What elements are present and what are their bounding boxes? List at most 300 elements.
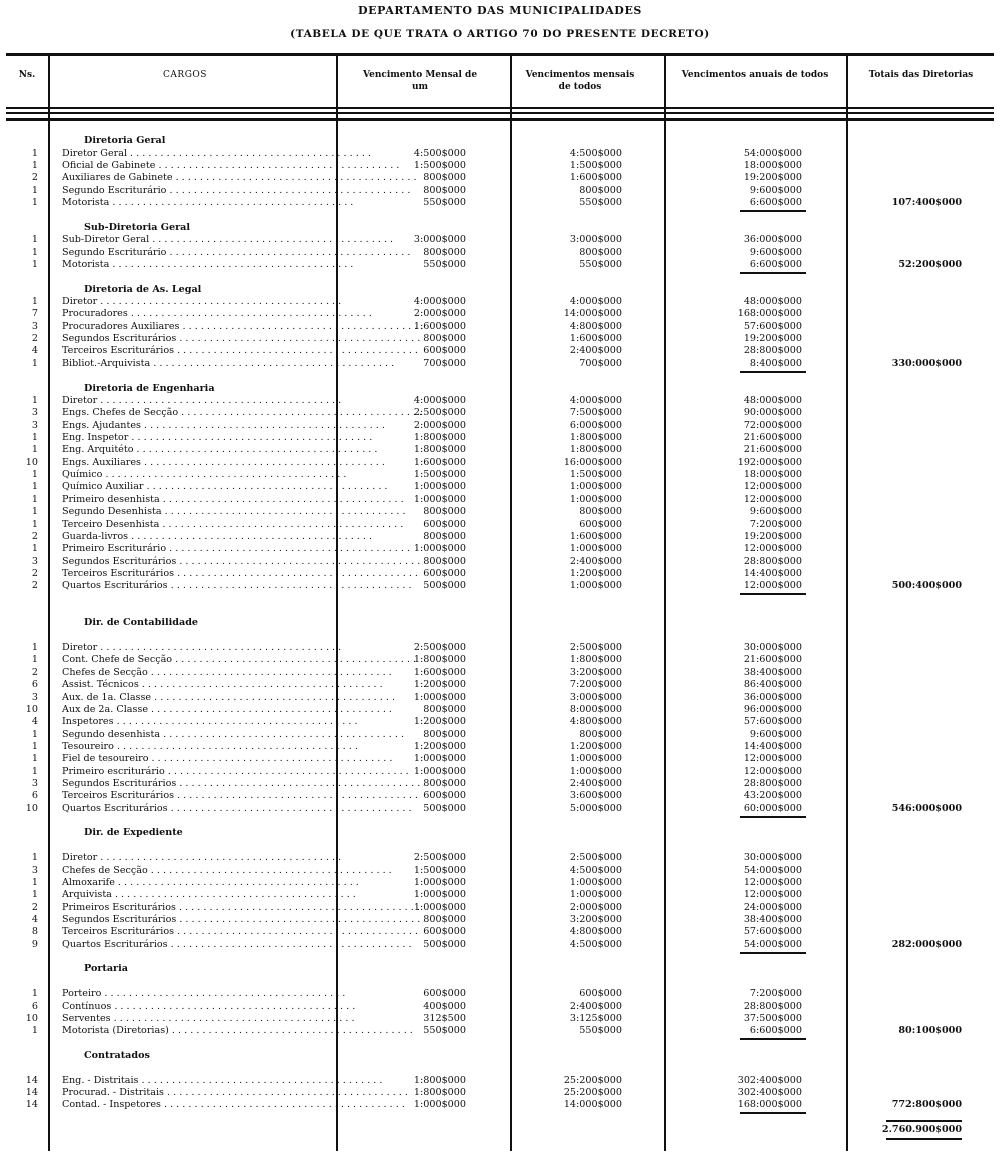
count-cell: 14 <box>25 1087 38 1099</box>
annual-all-cell: 18:000$000 <box>743 469 802 481</box>
directorate-total-cell: 500:400$000 <box>891 580 962 592</box>
monthly-one-cell: 312$500 <box>423 1012 466 1024</box>
count-cell: 1 <box>31 160 38 172</box>
header-ns: Ns. <box>18 70 36 80</box>
cargo-cell: Procuradores . . . . . . . . . . . . . . . . . . . . . . . . . . . . . . . . . . . . . . . . <box>62 308 372 320</box>
header-venc-anuais-todos: Vencimentos anuais de todos <box>681 70 829 80</box>
table-row <box>0 197 1000 209</box>
table-row <box>0 1087 1000 1099</box>
cargo-cell: Químico Auxiliar . . . . . . . . . . . . . . . . . . . . . . . . . . . . . . . . . . . . . . . . <box>62 481 388 493</box>
cargo-cell: Quartos Escriturários . . . . . . . . . . . . . . . . . . . . . . . . . . . . . . . . . . . . . . . . <box>62 938 412 950</box>
count-cell: 4 <box>31 345 38 357</box>
count-cell: 1 <box>31 728 38 740</box>
annual-all-cell: 18:000$000 <box>743 160 802 172</box>
cargo-cell: Chefes de Secção . . . . . . . . . . . . . . . . . . . . . . . . . . . . . . . . . . . . . . . . <box>62 666 392 678</box>
count-cell: 3 <box>31 691 38 703</box>
salary-table-body <box>0 123 1000 1136</box>
cargo-cell: Engs. Chefes de Secção . . . . . . . . . . . . . . . . . . . . . . . . . . . . . . . . . . . . . . . . <box>62 407 423 419</box>
monthly-all-cell: 1:000$000 <box>569 889 622 901</box>
count-cell: 2 <box>31 666 38 678</box>
count-cell: 1 <box>31 753 38 765</box>
annual-all-cell: 12:000$000 <box>743 580 802 592</box>
monthly-one-cell: 2:000$000 <box>413 419 466 431</box>
annual-all-cell: 21:600$000 <box>743 654 802 666</box>
cargo-cell: Diretor . . . . . . . . . . . . . . . . . . . . . . . . . . . . . . . . . . . . . . . . <box>62 642 342 654</box>
annual-all-cell: 21:600$000 <box>743 431 802 443</box>
table-row <box>0 531 1000 543</box>
table-row <box>0 506 1000 518</box>
cargo-cell: Terceiro Desenhista . . . . . . . . . . . . . . . . . . . . . . . . . . . . . . . . . . . . . . . . <box>62 518 404 530</box>
cargo-cell: Segundo desenhista . . . . . . . . . . . . . . . . . . . . . . . . . . . . . . . . . . . . . . . . <box>62 728 405 740</box>
directorate-total-cell: 52:200$000 <box>898 258 962 270</box>
count-cell: 1 <box>31 988 38 1000</box>
table-row <box>0 259 1000 271</box>
table-row <box>0 333 1000 345</box>
annual-all-cell: 12:000$000 <box>743 765 802 777</box>
grand-total-rule <box>886 1138 962 1140</box>
count-cell: 1 <box>31 296 38 308</box>
monthly-all-cell: 14:000$000 <box>563 1099 622 1111</box>
monthly-all-cell: 800$000 <box>579 184 622 196</box>
count-cell: 1 <box>31 654 38 666</box>
count-cell: 14 <box>25 1074 38 1086</box>
cargo-cell: Porteiro . . . . . . . . . . . . . . . . . . . . . . . . . . . . . . . . . . . . . . . . <box>62 988 346 1000</box>
count-cell: 2 <box>31 901 38 913</box>
annual-all-cell: 48:000$000 <box>743 296 802 308</box>
monthly-one-cell: 1:800$000 <box>413 654 466 666</box>
monthly-all-cell: 1:000$000 <box>569 765 622 777</box>
monthly-all-cell: 3:600$000 <box>569 790 622 802</box>
annual-all-cell: 14:400$000 <box>743 740 802 752</box>
annual-all-cell: 57:600$000 <box>743 926 802 938</box>
cargo-cell: Terceiros Escriturários . . . . . . . . . . . . . . . . . . . . . . . . . . . . . . . . . . . . . . . . <box>62 345 418 357</box>
monthly-all-cell: 1:000$000 <box>569 580 622 592</box>
monthly-one-cell: 1:200$000 <box>413 679 466 691</box>
blank-row <box>0 1038 1000 1050</box>
monthly-all-cell: 2:500$000 <box>569 852 622 864</box>
count-cell: 1 <box>31 431 38 443</box>
table-row <box>0 432 1000 444</box>
count-cell: 1 <box>31 642 38 654</box>
page-title: DEPARTAMENTO DAS MUNICIPALIDADES <box>358 4 642 17</box>
table-row <box>0 469 1000 481</box>
monthly-one-cell: 800$000 <box>423 506 466 518</box>
monthly-one-cell: 600$000 <box>423 567 466 579</box>
cargo-cell: Contad. - Inspetores . . . . . . . . . . . . . . . . . . . . . . . . . . . . . . . . . . . . . . . . <box>62 1099 405 1111</box>
monthly-all-cell: 1:800$000 <box>569 431 622 443</box>
monthly-all-cell: 800$000 <box>579 506 622 518</box>
blank-row <box>0 1112 1000 1124</box>
annual-all-cell: 24:000$000 <box>743 901 802 913</box>
table-row <box>0 939 1000 951</box>
annual-all-cell: 8:400$000 <box>749 357 802 369</box>
table-row <box>0 852 1000 864</box>
count-cell: 3 <box>31 778 38 790</box>
table-row <box>0 1025 1000 1037</box>
monthly-all-cell: 6:000$000 <box>569 419 622 431</box>
table-row <box>0 1001 1000 1013</box>
count-cell: 1 <box>31 740 38 752</box>
monthly-one-cell: 800$000 <box>423 184 466 196</box>
annual-all-cell: 168:000$000 <box>737 1099 802 1111</box>
monthly-one-cell: 1:800$000 <box>413 431 466 443</box>
monthly-one-cell: 800$000 <box>423 530 466 542</box>
monthly-one-cell: 1:000$000 <box>413 901 466 913</box>
annual-all-cell: 7:200$000 <box>749 518 802 530</box>
monthly-one-cell: 550$000 <box>423 197 466 209</box>
page-subtitle: (TABELA DE QUE TRATA O ARTIGO 70 DO PRESENTE DECRETO) <box>290 28 710 40</box>
table-row <box>0 457 1000 469</box>
annual-all-cell: 19:200$000 <box>743 172 802 184</box>
annual-all-cell: 19:200$000 <box>743 530 802 542</box>
annual-all-cell: 28:800$000 <box>743 778 802 790</box>
count-cell: 1 <box>31 184 38 196</box>
monthly-one-cell: 800$000 <box>423 555 466 567</box>
table-row <box>0 654 1000 666</box>
table-row <box>0 234 1000 246</box>
monthly-one-cell: 600$000 <box>423 790 466 802</box>
monthly-one-cell: 1:200$000 <box>413 716 466 728</box>
grand-total-row <box>0 1124 1000 1136</box>
annual-all-cell: 9:600$000 <box>749 728 802 740</box>
annual-all-cell: 48:000$000 <box>743 394 802 406</box>
table-row <box>0 420 1000 432</box>
annual-all-cell: 9:600$000 <box>749 506 802 518</box>
annual-all-cell: 9:600$000 <box>749 246 802 258</box>
section-title: Diretoria Geral <box>84 135 166 147</box>
table-row <box>0 679 1000 691</box>
table-row <box>0 481 1000 493</box>
cargo-cell: Tesoureiro . . . . . . . . . . . . . . . . . . . . . . . . . . . . . . . . . . . . . . . . <box>62 740 358 752</box>
cargo-cell: Diretor . . . . . . . . . . . . . . . . . . . . . . . . . . . . . . . . . . . . . . . . <box>62 296 342 308</box>
monthly-all-cell: 16:000$000 <box>563 456 622 468</box>
monthly-all-cell: 4:500$000 <box>569 864 622 876</box>
cargo-cell: Chefes de Secção . . . . . . . . . . . . . . . . . . . . . . . . . . . . . . . . . . . . . . . . <box>62 864 392 876</box>
blank-row <box>0 976 1000 988</box>
monthly-all-cell: 1:500$000 <box>569 160 622 172</box>
annual-all-cell: 30:000$000 <box>743 642 802 654</box>
annual-all-cell: 86:400$000 <box>743 679 802 691</box>
section-title: Portaria <box>84 963 128 975</box>
count-cell: 10 <box>25 703 38 715</box>
monthly-all-cell: 1:000$000 <box>569 493 622 505</box>
annual-all-cell: 54:000$000 <box>743 147 802 159</box>
monthly-all-cell: 1:500$000 <box>569 469 622 481</box>
table-row <box>0 172 1000 184</box>
monthly-all-cell: 3:200$000 <box>569 666 622 678</box>
monthly-all-cell: 25:200$000 <box>563 1074 622 1086</box>
monthly-one-cell: 1:000$000 <box>413 691 466 703</box>
header-totais-diretorias: Totais das Diretorias <box>868 70 974 80</box>
count-cell: 1 <box>31 852 38 864</box>
table-row <box>0 395 1000 407</box>
directorate-total-cell: 546:000$000 <box>891 802 962 814</box>
count-cell: 1 <box>31 493 38 505</box>
cargo-cell: Segundo Desenhista . . . . . . . . . . . . . . . . . . . . . . . . . . . . . . . . . . . . . . . . <box>62 506 406 518</box>
annual-all-cell: 12:000$000 <box>743 876 802 888</box>
section-title: Dir. de Expediente <box>84 827 183 839</box>
annual-all-cell: 36:000$000 <box>743 691 802 703</box>
section-title: Diretoria de Engenharia <box>84 382 215 394</box>
monthly-one-cell: 1:000$000 <box>413 481 466 493</box>
monthly-one-cell: 4:500$000 <box>413 147 466 159</box>
monthly-one-cell: 4:000$000 <box>413 296 466 308</box>
annual-all-cell: 28:800$000 <box>743 345 802 357</box>
cargo-cell: Fiel de tesoureiro . . . . . . . . . . . . . . . . . . . . . . . . . . . . . . . . . . . . . . . . <box>62 753 393 765</box>
cargo-cell: Diretor Geral . . . . . . . . . . . . . . . . . . . . . . . . . . . . . . . . . . . . . . . . <box>62 147 371 159</box>
directorate-total-cell: 80:100$000 <box>898 1025 962 1037</box>
table-row <box>0 444 1000 456</box>
monthly-all-cell: 4:000$000 <box>569 394 622 406</box>
section-heading <box>0 963 1000 975</box>
blank-row <box>0 840 1000 852</box>
monthly-all-cell: 3:125$000 <box>569 1012 622 1024</box>
cargo-cell: Primeiro desenhista . . . . . . . . . . . . . . . . . . . . . . . . . . . . . . . . . . . . . . . . <box>62 493 404 505</box>
monthly-all-cell: 1:600$000 <box>569 333 622 345</box>
count-cell: 6 <box>31 790 38 802</box>
monthly-all-cell: 1:600$000 <box>569 172 622 184</box>
cargo-cell: Bibliot.-Arquivista . . . . . . . . . . . . . . . . . . . . . . . . . . . . . . . . . . . . . . . . <box>62 357 395 369</box>
count-cell: 1 <box>31 1025 38 1037</box>
monthly-all-cell: 25:200$000 <box>563 1087 622 1099</box>
blank-row <box>0 210 1000 222</box>
count-cell: 1 <box>31 518 38 530</box>
count-cell: 1 <box>31 543 38 555</box>
count-cell: 1 <box>31 889 38 901</box>
annual-all-cell: 19:200$000 <box>743 333 802 345</box>
cargo-cell: Diretor . . . . . . . . . . . . . . . . . . . . . . . . . . . . . . . . . . . . . . . . <box>62 852 342 864</box>
monthly-one-cell: 600$000 <box>423 988 466 1000</box>
table-row <box>0 926 1000 938</box>
cargo-cell: Sub-Diretor Geral . . . . . . . . . . . . . . . . . . . . . . . . . . . . . . . . . . . . . . . . <box>62 234 394 246</box>
monthly-one-cell: 1:000$000 <box>413 753 466 765</box>
monthly-one-cell: 800$000 <box>423 914 466 925</box>
monthly-one-cell: 800$000 <box>423 333 466 345</box>
monthly-one-cell: 1:000$000 <box>413 889 466 901</box>
monthly-all-cell: 1:800$000 <box>569 654 622 666</box>
cargo-cell: Arquivista . . . . . . . . . . . . . . . . . . . . . . . . . . . . . . . . . . . . . . . . <box>62 889 356 901</box>
table-row <box>0 296 1000 308</box>
cargo-cell: Segundo Escriturário . . . . . . . . . . . . . . . . . . . . . . . . . . . . . . . . . . . . . . . . <box>62 184 411 196</box>
table-row <box>0 988 1000 1000</box>
monthly-one-cell: 800$000 <box>423 728 466 740</box>
annual-all-cell: 38:400$000 <box>743 914 802 925</box>
count-cell: 4 <box>31 914 38 925</box>
table-row <box>0 185 1000 197</box>
count-cell: 9 <box>31 938 38 950</box>
monthly-one-cell: 800$000 <box>423 778 466 790</box>
monthly-all-cell: 800$000 <box>579 246 622 258</box>
monthly-one-cell: 2:500$000 <box>413 852 466 864</box>
monthly-all-cell: 4:500$000 <box>569 938 622 950</box>
table-row <box>0 667 1000 679</box>
blank-row <box>0 951 1000 963</box>
annual-all-cell: 37:500$000 <box>743 1012 802 1024</box>
directorate-total-cell: 2.760.900$000 <box>881 1124 962 1136</box>
count-cell: 1 <box>31 258 38 270</box>
count-cell: 4 <box>31 716 38 728</box>
monthly-all-cell: 4:500$000 <box>569 147 622 159</box>
monthly-all-cell: 8:000$000 <box>569 703 622 715</box>
monthly-all-cell: 1:600$000 <box>569 530 622 542</box>
count-cell: 14 <box>25 1099 38 1111</box>
count-cell: 1 <box>31 147 38 159</box>
annual-all-cell: 38:400$000 <box>743 666 802 678</box>
monthly-all-cell: 550$000 <box>579 1025 622 1037</box>
table-row <box>0 1099 1000 1111</box>
monthly-one-cell: 1:500$000 <box>413 864 466 876</box>
table-row <box>0 865 1000 877</box>
cargo-cell: Segundos Escriturários . . . . . . . . . . . . . . . . . . . . . . . . . . . . . . . . . . . . . . . . <box>62 914 421 925</box>
count-cell: 3 <box>31 407 38 419</box>
count-cell: 1 <box>31 246 38 258</box>
blank-row <box>0 593 1000 605</box>
cargo-cell: Eng. Inspetor . . . . . . . . . . . . . . . . . . . . . . . . . . . . . . . . . . . . . . . . <box>62 431 373 443</box>
table-row <box>0 556 1000 568</box>
count-cell: 2 <box>31 333 38 345</box>
cargo-cell: Inspetores . . . . . . . . . . . . . . . . . . . . . . . . . . . . . . . . . . . . . . . . <box>62 716 358 728</box>
annual-all-cell: 6:600$000 <box>749 1025 802 1037</box>
count-cell: 3 <box>31 864 38 876</box>
annual-all-cell: 28:800$000 <box>743 1000 802 1012</box>
annual-all-cell: 7:200$000 <box>749 988 802 1000</box>
count-cell: 1 <box>31 876 38 888</box>
monthly-all-cell: 2:400$000 <box>569 778 622 790</box>
annual-all-cell: 36:000$000 <box>743 234 802 246</box>
count-cell: 2 <box>31 580 38 592</box>
cargo-cell: Terceiros Escriturários . . . . . . . . . . . . . . . . . . . . . . . . . . . . . . . . . . . . . . . . <box>62 926 418 938</box>
count-cell: 1 <box>31 234 38 246</box>
monthly-one-cell: 600$000 <box>423 518 466 530</box>
monthly-all-cell: 4:800$000 <box>569 320 622 332</box>
table-row <box>0 877 1000 889</box>
section-title: Sub-Diretoria Geral <box>84 221 191 233</box>
monthly-all-cell: 600$000 <box>579 518 622 530</box>
monthly-all-cell: 2:400$000 <box>569 555 622 567</box>
cargo-cell: Procuradores Auxiliares . . . . . . . . . . . . . . . . . . . . . . . . . . . . . . . . . . . . . . . . <box>62 320 424 332</box>
annual-all-cell: 43:200$000 <box>743 790 802 802</box>
count-cell: 3 <box>31 320 38 332</box>
monthly-one-cell: 800$000 <box>423 246 466 258</box>
blank-row <box>0 271 1000 283</box>
monthly-one-cell: 800$000 <box>423 703 466 715</box>
table-row <box>0 642 1000 654</box>
cargo-cell: Engs. Auxiliares . . . . . . . . . . . . . . . . . . . . . . . . . . . . . . . . . . . . . . . . <box>62 456 385 468</box>
grand-total-rule <box>886 1120 962 1122</box>
count-cell: 10 <box>25 1012 38 1024</box>
monthly-all-cell: 2:000$000 <box>569 901 622 913</box>
monthly-one-cell: 400$000 <box>423 1000 466 1012</box>
monthly-all-cell: 1:200$000 <box>569 740 622 752</box>
blank-row <box>0 630 1000 642</box>
monthly-one-cell: 1:800$000 <box>413 444 466 456</box>
count-cell: 2 <box>31 172 38 184</box>
annual-all-cell: 14:400$000 <box>743 567 802 579</box>
section-title: Contratados <box>84 1049 150 1061</box>
monthly-one-cell: 1:000$000 <box>413 543 466 555</box>
annual-all-cell: 60:000$000 <box>743 802 802 814</box>
monthly-one-cell: 500$000 <box>423 580 466 592</box>
annual-all-cell: 54:000$000 <box>743 864 802 876</box>
table-row <box>0 704 1000 716</box>
monthly-all-cell: 3:000$000 <box>569 234 622 246</box>
monthly-one-cell: 4:000$000 <box>413 394 466 406</box>
annual-all-cell: 72:000$000 <box>743 419 802 431</box>
annual-all-cell: 12:000$000 <box>743 753 802 765</box>
table-row <box>0 160 1000 172</box>
cargo-cell: Segundo Escriturário . . . . . . . . . . . . . . . . . . . . . . . . . . . . . . . . . . . . . . . . <box>62 246 411 258</box>
cargo-cell: Motorista (Diretorias) . . . . . . . . . . . . . . . . . . . . . . . . . . . . . . . . . . . . . . . . <box>62 1025 413 1037</box>
monthly-one-cell: 1:000$000 <box>413 493 466 505</box>
table-row <box>0 148 1000 160</box>
monthly-all-cell: 2:500$000 <box>569 642 622 654</box>
cargo-cell: Oficial de Gabinete . . . . . . . . . . . . . . . . . . . . . . . . . . . . . . . . . . . . . . . . <box>62 160 400 172</box>
table-row <box>0 580 1000 592</box>
monthly-one-cell: 2:500$000 <box>413 407 466 419</box>
cargo-cell: Eng. Arquitéto . . . . . . . . . . . . . . . . . . . . . . . . . . . . . . . . . . . . . . . . <box>62 444 378 456</box>
monthly-all-cell: 1:000$000 <box>569 481 622 493</box>
monthly-all-cell: 1:800$000 <box>569 444 622 456</box>
cargo-cell: Aux. de 1a. Classe . . . . . . . . . . . . . . . . . . . . . . . . . . . . . . . . . . . . . . . . <box>62 691 396 703</box>
monthly-all-cell: 1:200$000 <box>569 567 622 579</box>
monthly-one-cell: 1:000$000 <box>413 876 466 888</box>
count-cell: 1 <box>31 469 38 481</box>
directorate-total-cell: 107:400$000 <box>891 197 962 209</box>
monthly-all-cell: 800$000 <box>579 728 622 740</box>
monthly-one-cell: 1:600$000 <box>413 666 466 678</box>
cargo-cell: Eng. - Distritais . . . . . . . . . . . . . . . . . . . . . . . . . . . . . . . . . . . . . . . . <box>62 1074 383 1086</box>
monthly-all-cell: 1:000$000 <box>569 753 622 765</box>
monthly-all-cell: 5:000$000 <box>569 802 622 814</box>
cargo-cell: Segundos Escriturários . . . . . . . . . . . . . . . . . . . . . . . . . . . . . . . . . . . . . . . . <box>62 555 421 567</box>
cargo-cell: Contínuos . . . . . . . . . . . . . . . . . . . . . . . . . . . . . . . . . . . . . . . . <box>62 1000 356 1012</box>
monthly-all-cell: 4:800$000 <box>569 716 622 728</box>
annual-all-cell: 9:600$000 <box>749 184 802 196</box>
monthly-all-cell: 3:200$000 <box>569 914 622 925</box>
monthly-one-cell: 1:600$000 <box>413 320 466 332</box>
count-cell: 8 <box>31 926 38 938</box>
count-cell: 10 <box>25 456 38 468</box>
annual-all-cell: 12:000$000 <box>743 543 802 555</box>
annual-all-cell: 302:400$000 <box>737 1074 802 1086</box>
monthly-all-cell: 2:400$000 <box>569 1000 622 1012</box>
monthly-all-cell: 1:000$000 <box>569 543 622 555</box>
blank-row <box>0 815 1000 827</box>
monthly-one-cell: 3:000$000 <box>413 234 466 246</box>
directorate-total-cell: 330:000$000 <box>891 357 962 369</box>
monthly-all-cell: 3:000$000 <box>569 691 622 703</box>
monthly-one-cell: 2:500$000 <box>413 642 466 654</box>
table-row <box>0 568 1000 580</box>
annual-all-cell: 6:600$000 <box>749 258 802 270</box>
count-cell: 2 <box>31 530 38 542</box>
table-row <box>0 1075 1000 1087</box>
table-row <box>0 741 1000 753</box>
count-cell: 3 <box>31 419 38 431</box>
cargo-cell: Primeiro escriturário . . . . . . . . . . . . . . . . . . . . . . . . . . . . . . . . . . . . . . . . <box>62 765 409 777</box>
section-heading <box>0 1050 1000 1062</box>
count-cell: 6 <box>31 1000 38 1012</box>
cargo-cell: Auxiliares de Gabinete . . . . . . . . . . . . . . . . . . . . . . . . . . . . . . . . . . . . . . . . <box>62 172 417 184</box>
blank-row <box>0 370 1000 382</box>
monthly-all-cell: 14:000$000 <box>563 308 622 320</box>
section-heading <box>0 284 1000 296</box>
annual-all-cell: 28:800$000 <box>743 555 802 567</box>
annual-all-cell: 168:000$000 <box>737 308 802 320</box>
annual-all-cell: 96:000$000 <box>743 703 802 715</box>
cargo-cell: Primeiro Escriturário . . . . . . . . . . . . . . . . . . . . . . . . . . . . . . . . . . . . . . . . <box>62 543 411 555</box>
cargo-cell: Segundos Escriturários . . . . . . . . . . . . . . . . . . . . . . . . . . . . . . . . . . . . . . . . <box>62 333 421 345</box>
